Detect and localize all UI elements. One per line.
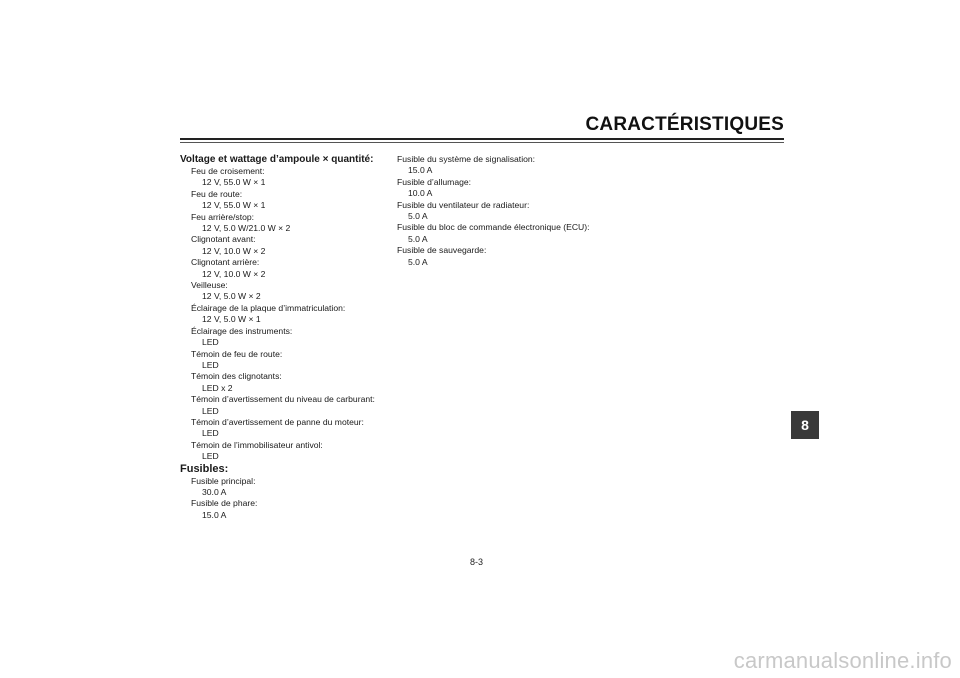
spec-value: LED [202,451,219,462]
watermark: carmanualsonline.info [733,648,952,673]
spec-value: 12 V, 5.0 W × 1 [202,314,261,325]
spec-label: Témoin d’avertissement de panne du moteur: [191,416,364,427]
spec-value: 12 V, 55.0 W × 1 [202,200,266,211]
spec-label: Clignotant arrière: [191,257,260,268]
spec-value: LED [202,337,219,348]
spec-value: 5.0 A [408,256,428,267]
spec-label: Témoin de l’immobilisateur antivol: [191,439,323,450]
spec-label: Fusible de sauvegarde: [397,245,487,256]
bulbs-list [180,166,380,463]
spec-value: 12 V, 55.0 W × 1 [202,177,266,188]
spec-label: Témoin des clignotants: [191,371,282,382]
spec-value: 15.0 A [202,509,227,520]
spec-value: 12 V, 5.0 W × 2 [202,291,261,302]
spec-value: 5.0 A [408,233,428,244]
right-column [397,154,597,268]
spec-label: Éclairage des instruments: [191,325,293,336]
spec-value: 30.0 A [202,486,227,497]
spec-label: Fusible principal: [191,475,256,486]
spec-label: Clignotant avant: [191,234,256,245]
spec-label: Veilleuse: [191,280,228,291]
right-fuses-list [397,154,597,268]
spec-label: Éclairage de la plaque d’immatriculation: [191,302,346,313]
left-fuses-list [180,476,380,522]
fuses-heading: Fusibles: [180,462,229,475]
spec-value: 12 V, 5.0 W/21.0 W × 2 [202,223,291,234]
spec-value: LED [202,359,219,370]
spec-value: LED x 2 [202,382,233,393]
spec-value: LED [202,405,219,416]
left-column [180,154,380,521]
spec-label: Fusible d’allumage: [397,176,472,187]
spec-label: Fusible du ventilateur de radiateur: [397,199,530,210]
spec-label: Fusible de phare: [191,498,258,509]
bulbs-heading: Voltage et wattage d’ampoule × quantité: [180,154,374,165]
chapter-tab: 8 [791,411,819,439]
header-rule-thick [180,138,784,140]
spec-label: Feu arrière/stop: [191,211,255,222]
spec-value: 12 V, 10.0 W × 2 [202,245,266,256]
spec-label: Feu de route: [191,188,243,199]
spec-label: Témoin d’avertissement du niveau de carburant: [191,394,375,405]
spec-value: 15.0 A [408,165,433,176]
spec-value: 5.0 A [408,211,428,222]
spec-label: Fusible du bloc de commande électronique (ECU): [397,222,590,233]
spec-label: Témoin de feu de route: [191,348,283,359]
header-rule-thin [180,142,784,143]
spec-value: LED [202,428,219,439]
spec-label: Fusible du système de signalisation: [397,154,536,164]
spec-value: 12 V, 10.0 W × 2 [202,268,266,279]
spec-value: 10.0 A [408,188,433,199]
spec-label: Feu de croisement: [191,166,265,176]
page-number: 8-3 [470,557,484,567]
page-title: CARACTÉRISTIQUES [585,114,784,135]
